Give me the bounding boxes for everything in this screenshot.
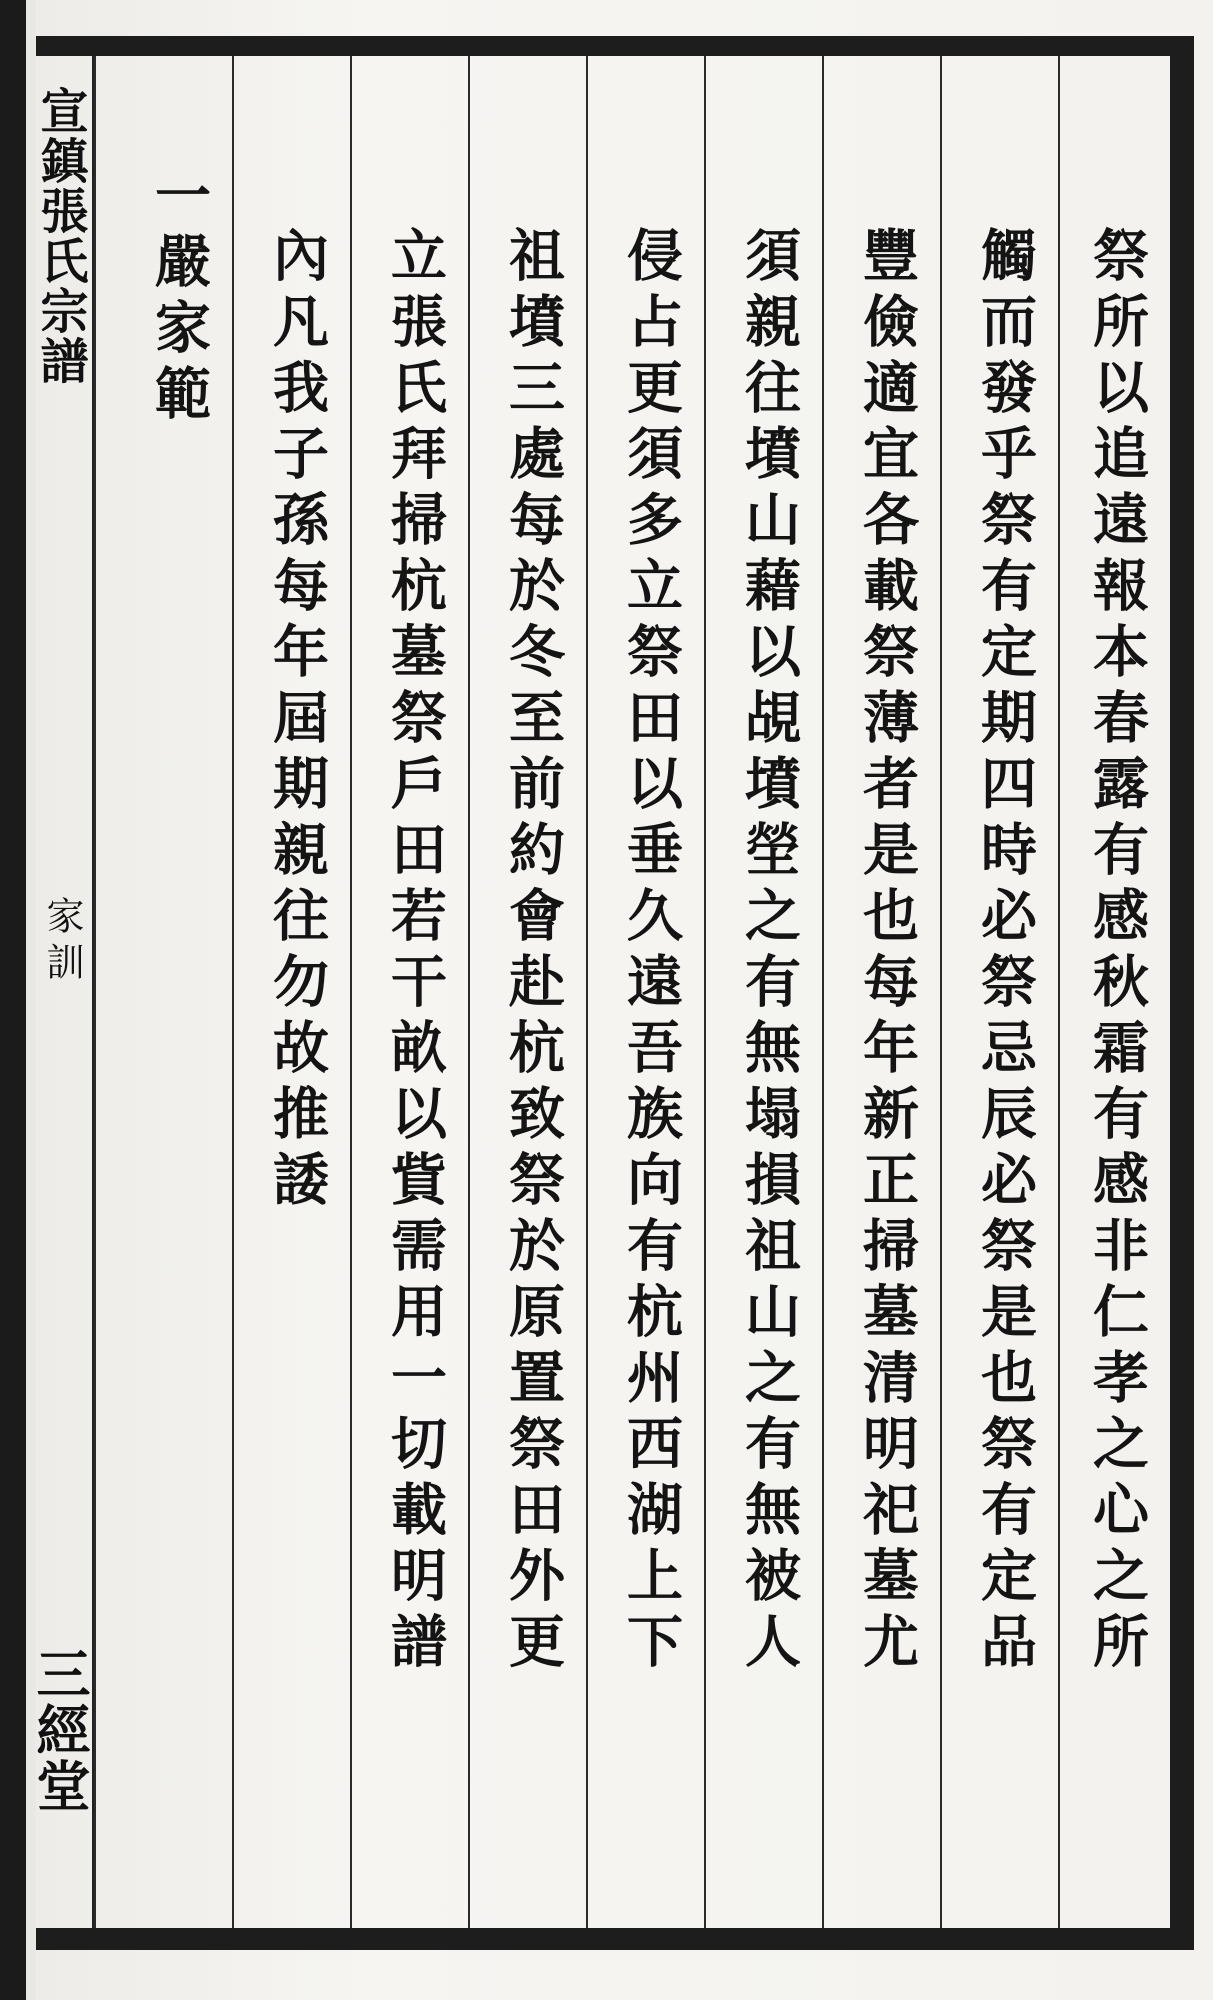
column-text: 祭所以追遠報本春露有感秋霜有感非仁孝之心之所 [1084, 226, 1150, 1678]
block-margin-column [28, 56, 95, 1928]
text-column-2 [940, 56, 1060, 1928]
frame-bottom-border [36, 1928, 1193, 1950]
text-column-5 [586, 56, 706, 1928]
column-text: 內凡我子孫每年屆期親往勿故推諉 [264, 226, 330, 1216]
column-text: 觸而發乎祭有定期四時必祭忌辰必祭是也祭有定品 [972, 226, 1038, 1678]
column-text: 豐儉適宜各載祭薄者是也每年新正掃墓清明祀墓尤 [854, 226, 920, 1678]
text-column-7 [350, 56, 470, 1928]
text-column-4 [704, 56, 824, 1928]
text-column-9 [94, 56, 234, 1928]
section-label: 家訓 [40, 896, 84, 988]
column-text: 侵占更須多立祭田以垂久遠吾族向有杭州西湖上下 [618, 226, 684, 1678]
text-column-1 [1058, 56, 1172, 1928]
text-column-8 [232, 56, 352, 1928]
book-title: 宣鎮張氏宗譜 [32, 86, 88, 386]
text-column-6 [468, 56, 588, 1928]
column-heading: 一嚴家範 [146, 166, 212, 430]
column-text: 祖墳三處每於冬至前約會赴杭致祭於原置祭田外更 [500, 226, 566, 1678]
text-column-3 [822, 56, 942, 1928]
binding-edge [0, 0, 26, 2000]
hall-name: 三經堂 [28, 1646, 92, 1814]
frame-top-border [36, 36, 1193, 56]
column-text: 須親往墳山藉以覘墳塋之有無塌損祖山之有無被人 [736, 226, 802, 1678]
frame-right-border [1170, 36, 1194, 1950]
column-text: 立張氏拜掃杭墓祭戶田若干畝以貲需用一切載明譜 [382, 226, 448, 1678]
